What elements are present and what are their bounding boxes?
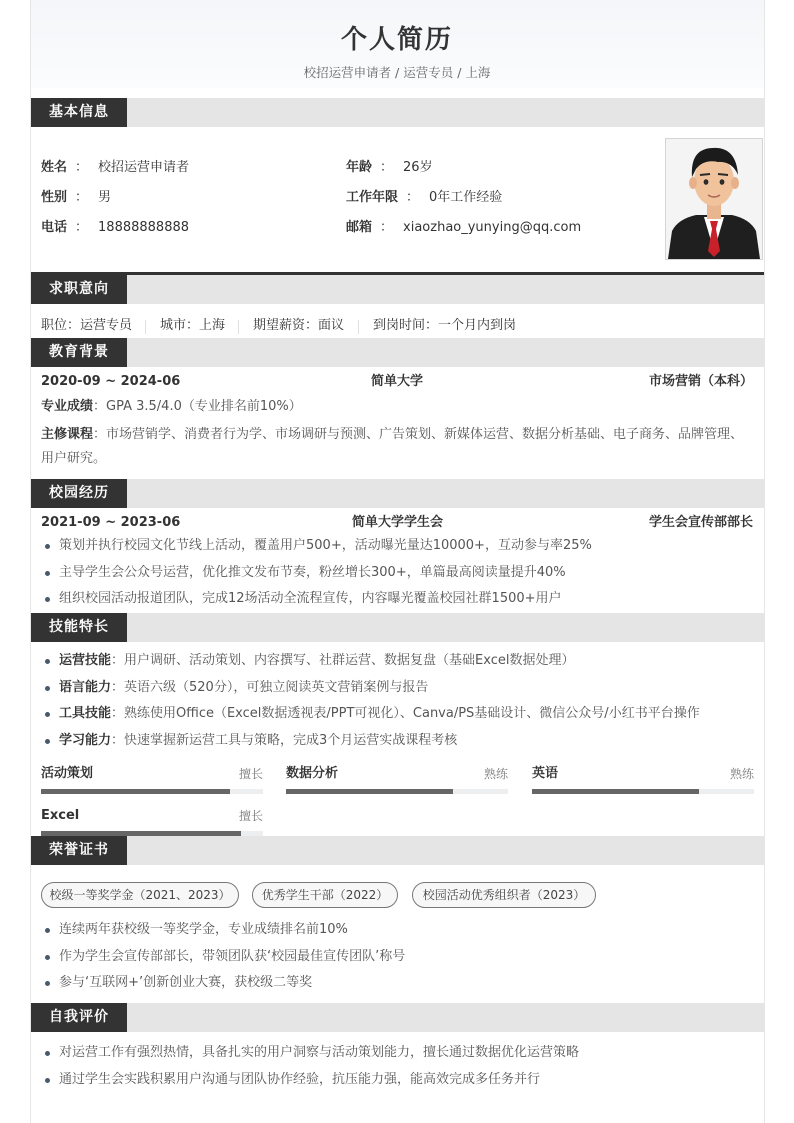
- campus-list: [0, 533, 794, 613]
- info-phone-value: 18888888888: [98, 220, 190, 235]
- education-courses-value: ：市场营销学、消费者行为学、市场调研与预测、广告策划、新媒体运营、数据分析基础、电子商务、品牌管理、用户研究。: [41, 427, 744, 466]
- skill-label: 语言能力: [59, 679, 112, 695]
- list-item: [59, 728, 764, 755]
- info-age-value: 26岁: [403, 160, 433, 175]
- skill-text: ：用户调研、活动策划、内容撰写、社群运营、数据复盘（基础Excel数据处理）: [111, 653, 575, 668]
- skill-bar-fill: [41, 789, 230, 794]
- honor-chip: 校园活动优秀组织者（2023）: [412, 882, 596, 908]
- education-row: [30, 367, 764, 391]
- skill-bar-track: [286, 789, 508, 794]
- info-name-label: 姓名: [41, 160, 68, 175]
- section-header-honors: [30, 836, 764, 865]
- skill-bar-name: 数据分析: [286, 766, 339, 781]
- page-subtitle: 校招运营申请者 / 运营专员 / 上海: [303, 65, 491, 80]
- section-header-intent: [30, 275, 764, 304]
- section-header-self: [30, 1003, 764, 1032]
- info-email-value: xiaozhao_yunying@qq.com: [403, 220, 582, 235]
- list-item: 组织校园活动报道团队，完成12场活动全流程宣传，内容曝光覆盖校园社群1500+用户: [59, 586, 764, 613]
- info-years-label: 工作年限: [346, 190, 399, 205]
- skill-bar-level: 擅长: [238, 809, 263, 823]
- info-colon: ：: [75, 190, 89, 205]
- honors-list: [0, 917, 794, 1003]
- info-colon: ：: [75, 220, 89, 235]
- section-title-campus: 校园经历: [31, 479, 127, 508]
- honor-chip: 校级一等奖学金（2021、2023）: [41, 882, 239, 908]
- skill-bar: [286, 764, 508, 794]
- education-score: [41, 394, 753, 420]
- skill-bar-level: 熟练: [729, 767, 754, 781]
- campus-org: 简单大学学生会: [352, 515, 444, 530]
- skill-bar: [41, 764, 263, 794]
- info-colon: ：: [380, 160, 394, 175]
- info-name: [41, 158, 189, 178]
- list-item: 策划并执行校园文化节线上活动，覆盖用户500+，活动曝光量达10000+，互动参与率25%: [59, 533, 764, 560]
- skill-bar-level: 擅长: [238, 767, 263, 781]
- skill-bar-level: 熟练: [483, 767, 508, 781]
- info-years: [346, 188, 502, 208]
- list-item: [59, 675, 764, 702]
- skill-label: 运营技能: [59, 653, 112, 668]
- section-header-skills: [30, 613, 764, 642]
- info-gender: [41, 188, 111, 208]
- list-item: [59, 648, 764, 675]
- basic-info: [30, 127, 764, 275]
- section-title-basic: 基本信息: [31, 98, 127, 127]
- intent-city: 城市：上海: [160, 318, 226, 333]
- education-score-value: ：GPA 3.5/4.0（专业排名前10%）: [93, 399, 302, 414]
- info-phone-label: 电话: [41, 220, 68, 235]
- avatar: [666, 139, 762, 259]
- intent-divider: [238, 320, 239, 334]
- skill-bar: [532, 764, 754, 794]
- section-title-self: 自我评价: [31, 1003, 127, 1032]
- intent-arrival: 到岗时间：一个月内到岗: [373, 318, 517, 333]
- section-title-skills: 技能特长: [31, 613, 127, 642]
- info-age-label: 年龄: [346, 160, 373, 175]
- education-school: 简单大学: [371, 374, 424, 389]
- skill-bar-name: 英语: [532, 766, 559, 781]
- intent-divider: [145, 320, 146, 334]
- skill-bars: [30, 754, 764, 836]
- section-header-basic: [30, 98, 764, 127]
- self-list: [0, 1040, 794, 1093]
- info-colon: ：: [75, 160, 89, 175]
- section-title-honors: 荣誉证书: [31, 836, 127, 865]
- info-colon: ：: [406, 190, 420, 205]
- honor-chip: 优秀学生干部（2022）: [252, 882, 398, 908]
- skill-label: 工具技能: [59, 706, 112, 721]
- info-gender-value: 男: [98, 190, 112, 205]
- page-right-edge: [764, 0, 765, 1123]
- list-item: [59, 701, 764, 728]
- info-email: [346, 218, 581, 238]
- info-phone: [41, 218, 189, 238]
- education-courses-label: 主修课程: [41, 427, 94, 442]
- campus-row: [30, 508, 764, 532]
- skills-list: [0, 648, 794, 754]
- campus-role: 学生会宣传部部长: [648, 515, 753, 530]
- skill-bar: [41, 806, 263, 836]
- info-colon: ：: [380, 220, 394, 235]
- intent-position: 职位：运营专员: [41, 318, 133, 333]
- skill-text: ：熟练使用Office（Excel数据透视表/PPT可视化）、Canva/PS基础设计、微信公众号/小红书平台操作: [111, 706, 700, 721]
- skill-bar-track: [532, 789, 754, 794]
- honor-chips: [30, 865, 764, 917]
- education-score-label: 专业成绩: [41, 399, 94, 414]
- skill-bar-fill: [286, 789, 453, 794]
- section-title-intent: 求职意向: [31, 275, 127, 304]
- list-item: 主导学生会公众号运营，优化推文发布节奏，粉丝增长300+，单篇最高阅读量提升40%: [59, 560, 764, 587]
- list-item: 对运营工作有强烈热情，具备扎实的用户洞察与活动策划能力，擅长通过数据优化运营策略: [59, 1040, 764, 1067]
- profile-photo: [665, 138, 763, 260]
- section-header-campus: [30, 479, 764, 508]
- info-years-value: 0年工作经验: [429, 190, 503, 205]
- education-major: 市场营销（本科）: [648, 374, 753, 389]
- intent-divider: [358, 320, 359, 334]
- intent-salary: 期望薪资：面议: [253, 318, 345, 333]
- list-item: 通过学生会实践积累用户沟通与团队协作经验，抗压能力强，能高效完成多任务并行: [59, 1067, 764, 1094]
- education-courses: [41, 423, 753, 473]
- skill-text: ：快速掌握新运营工具与策略，完成3个月运营实战课程考核: [111, 732, 458, 748]
- info-name-value: 校招运营申请者: [98, 160, 190, 175]
- list-item: 连续两年获校级一等奖学金，专业成绩排名前10%: [59, 917, 764, 944]
- skill-text: ：英语六级（520分），可独立阅读英文营销案例与报告: [111, 679, 429, 695]
- skill-bar-name: 活动策划: [41, 766, 94, 781]
- list-item: 作为学生会宣传部部长，带领团队获‘校园最佳宣传团队’称号: [59, 944, 764, 971]
- skill-label: 学习能力: [59, 732, 112, 748]
- info-gender-label: 性别: [41, 190, 68, 205]
- skill-bar-fill: [532, 789, 699, 794]
- resume-header: [30, 0, 764, 88]
- list-item: 参与‘互联网+’创新创业大赛，获校级二等奖: [59, 970, 764, 997]
- campus-period: 2021-09 ~ 2023-06: [41, 515, 181, 530]
- page-title: 个人简历: [340, 25, 453, 55]
- job-intent: [30, 304, 764, 338]
- info-email-label: 邮箱: [346, 220, 373, 235]
- info-age: [346, 158, 433, 178]
- education-period: 2020-09 ~ 2024-06: [41, 374, 181, 389]
- section-title-education: 教育背景: [31, 338, 127, 367]
- section-header-education: [30, 338, 764, 367]
- skill-bar-track: [41, 789, 263, 794]
- skill-bar-name: Excel: [41, 808, 80, 823]
